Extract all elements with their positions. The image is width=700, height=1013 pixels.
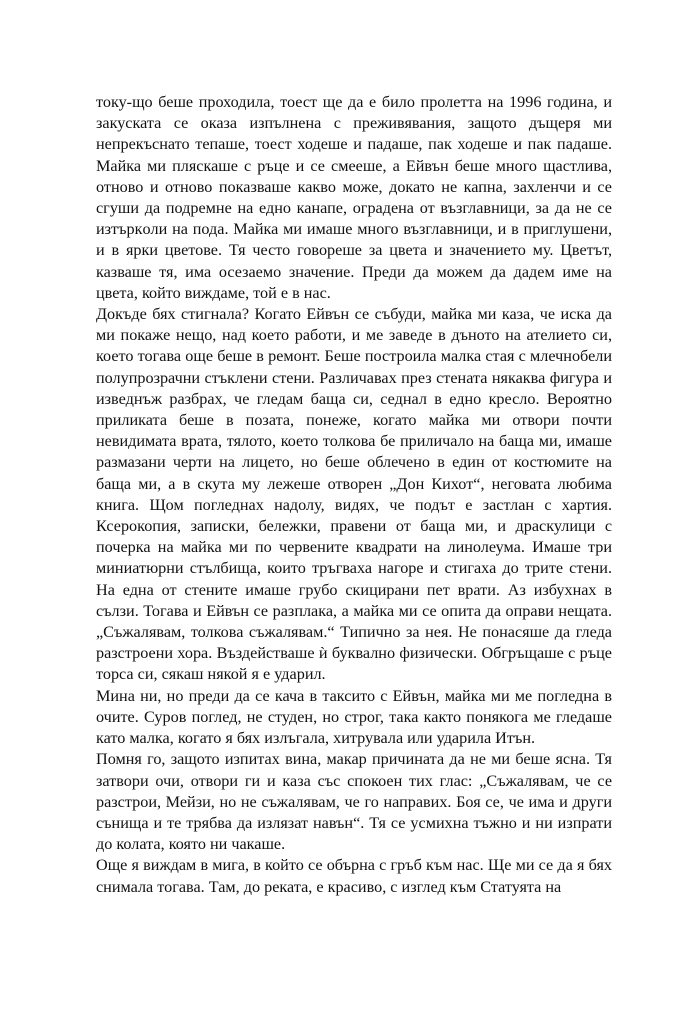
paragraph-3: Мина ни, но преди да се кача в таксито с Ейвън, майка ми ме погледна в очите. Суров поглед, не студен, но строг, така както понякога ме гледаше като малка, когато я бях излъгала, хитрувала или ударила Итън. [96,686,612,748]
paragraph-1: току-що беше проходила, тоест ще да е било пролетта на 1996 година, и закуската се оказа изпълнена с преживявания, защото дъщеря ми непрекъснато тепаше, тоест ходеше и падаше, пак ходеше и пак падаше. Майка ми пляскаше с ръце и се смееше, а Ейвън беше много щастлива, отново и отново показваше какво може, докато не капна, захленчи и се сгуши да подремне на едно канапе, оградена от възглавници, за да не се изтъркoли на пода. Майка ми имаше много възглавници, и в приглушени, и в ярки цветове. Тя често говореше за цвета и значението му. Цветът, казваше тя, има осезаемо значение. Преди да можем да дадем име на цвета, който виждаме, той е в нас. [96,93,612,302]
paragraph-2: Докъде бях стигнала? Когато Ейвън се събуди, майка ми каза, че иска да ми покаже нещо, над което работи, и ме заведе в дъното на ателието си, което тогава още беше в ремонт. Беше построила малка стая с млечнобели полупрозрачни стъклени стени. Различавах през стената някаква фигура и изведнъж разбрах, че гледам баща си, седнал в едно кресло. Вероятно приликата беше в позата, понеже, когато майка ми отвори почти невидимата врата, тялото, което толкова бе приличало на баща ми, имаше размазани черти на лицето, но беше облечено в един от костюмите на баща ми, а в скута му лежеше отворен „Дон Кихот“, неговата любима книга. Щом погледнах надолу, видях, че подът е застлан с хартия. Ксерокопия, записки, бележки, правени от баща ми, и драскулици с почерка на майка ми по червените квадрати на линолеума. Имаше три миниатюрни стълбища, които тръгваха нагоре и стигаха до трите стени. На една от стените имаше грубо скицирани пет врати. Аз избухнах в сълзи. Тогава и Ейвън се разплака, а майка ми се опита да оправи нещата. „Съжалявам, толкова съжалявам.“ Типично за нея. Не понасяше да гледа разстроени хора. Въздействаше ѝ буквално физически. Обгръщаше с ръце торса си, сякаш някой я е ударил. [96,305,612,684]
paragraph-5: Още я виждам в мига, в който се обърна с гръб към нас. Ще ми се да я бях снимала тогава. Там, до реката, е красиво, с изглед към Статуята на [96,856,612,896]
body-text [96,92,612,898]
paragraph-4: Помня го, защото изпитах вина, макар причината да не ми беше ясна. Тя затвори очи, отвори ги и каза със спокоен тих глас: „Съжалявам, че се разстрои, Мейзи, но не съжалявам, че го направих. Боя се, че има и други сънища и те трябва да излязат навън“. Тя се усмихна тъжно и ни изпрати до колата, която ни чакаше. [96,750,612,854]
